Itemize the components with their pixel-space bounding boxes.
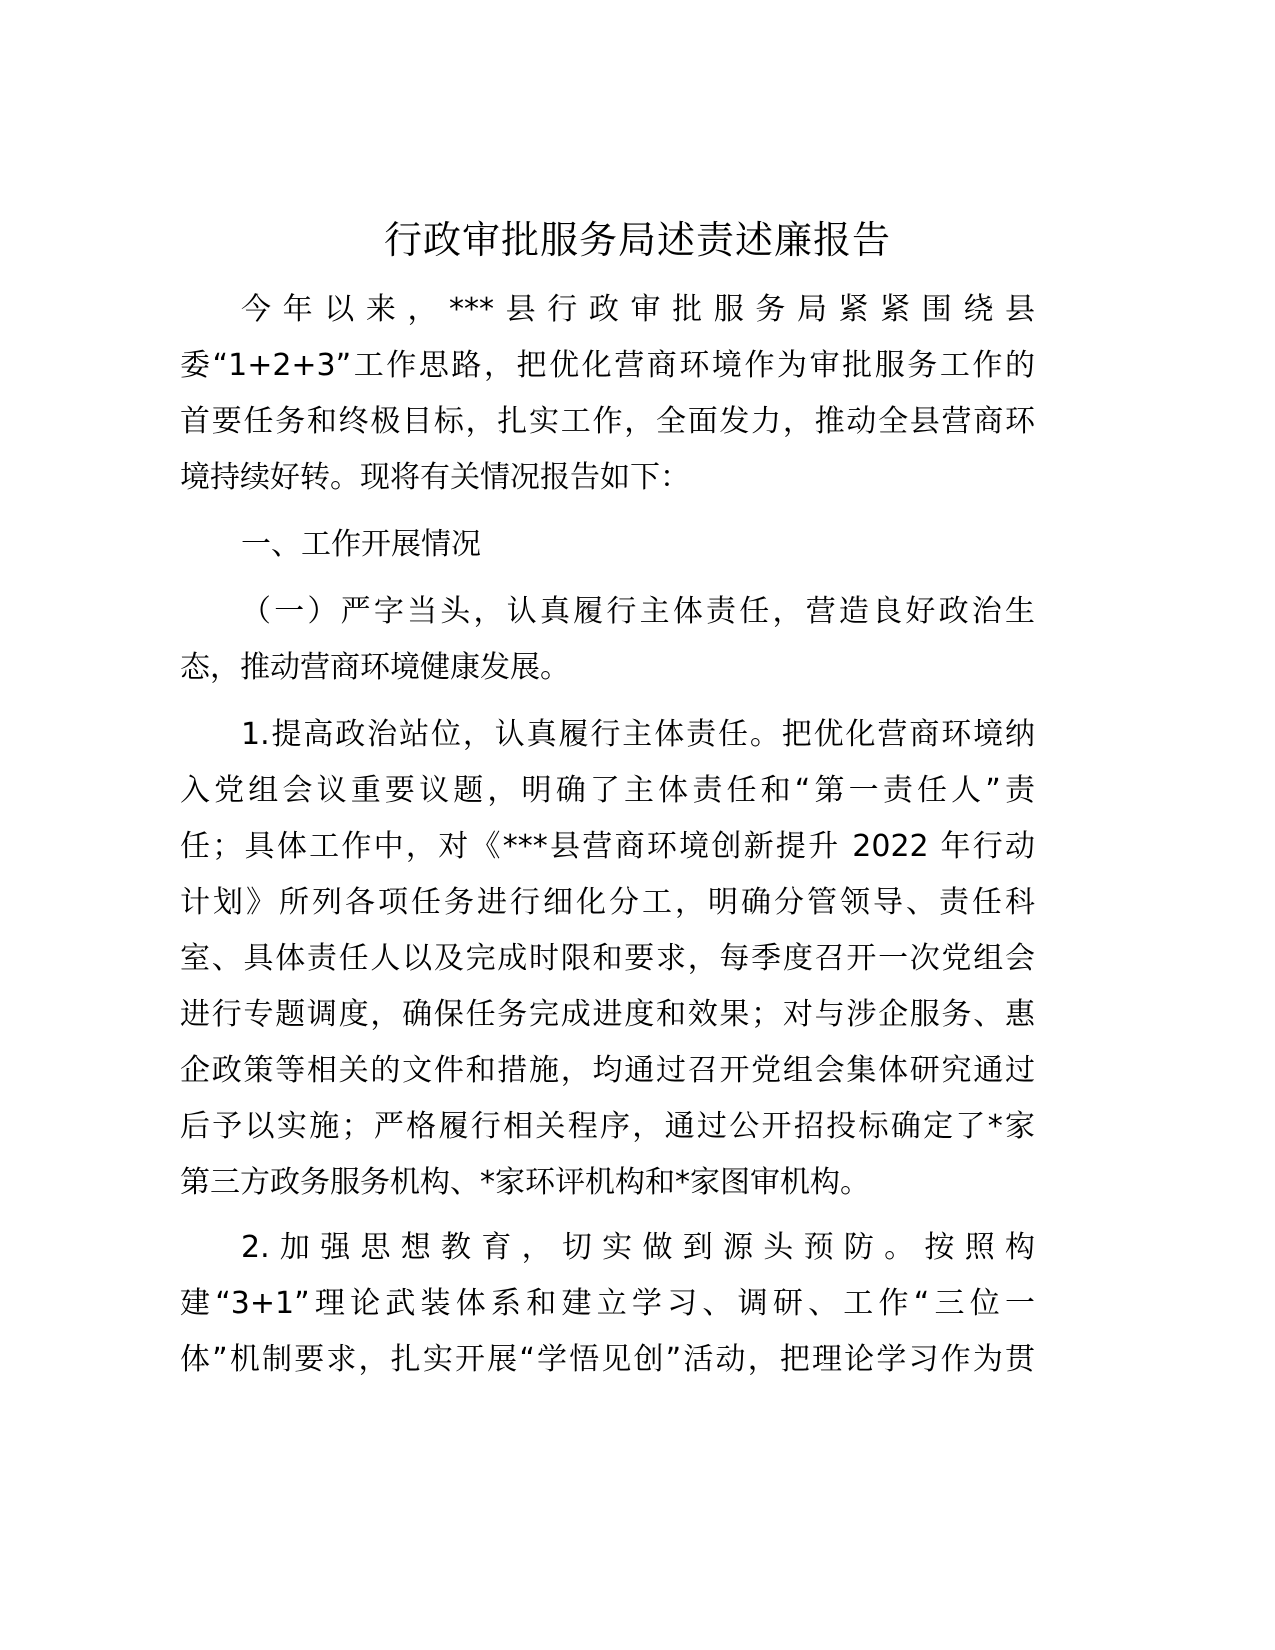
paragraph-2-line: 体”机制要求，扎实开展“学悟见创”活动，把理论学习作为贯	[180, 1342, 1035, 1377]
paragraph-1-line: 室、具体责任人以及完成时限和要求，每季度召开一次党组会	[180, 941, 1035, 976]
document-title: 行政审批服务局述责述廉报告	[383, 218, 891, 262]
paragraph-1-line: 入党组会议重要议题，明确了主体责任和“第一责任人”责	[180, 773, 1035, 808]
paragraph-1-line: 进行专题调度，确保任务完成进度和效果；对与涉企服务、惠	[180, 997, 1035, 1032]
paragraph-intro-line: 今年以来，***县行政审批服务局紧紧围绕县	[241, 292, 1035, 327]
subsection-heading-line: （一）严字当头，认真履行主体责任，营造良好政治生	[241, 594, 1035, 629]
subsection-heading-line: 态，推动营商环境健康发展。	[180, 650, 570, 685]
paragraph-2-line: 2.加强思想教育，切实做到源头预防。按照构	[241, 1230, 1035, 1265]
paragraph-intro-line: 境持续好转。现将有关情况报告如下：	[180, 460, 690, 495]
section-heading: 一、工作开展情况	[241, 527, 481, 562]
paragraph-1-line: 企政策等相关的文件和措施，均通过召开党组会集体研究通过	[180, 1053, 1035, 1088]
paragraph-2-line: 建“3+1”理论武装体系和建立学习、调研、工作“三位一	[180, 1286, 1035, 1321]
paragraph-intro-line: 委“1+2+3”工作思路，把优化营商环境作为审批服务工作的	[180, 348, 1035, 383]
paragraph-1-line: 任；具体工作中，对《***县营商环境创新提升 2022 年行动	[180, 829, 1035, 864]
paragraph-1-line: 第三方政务服务机构、*家环评机构和*家图审机构。	[180, 1165, 870, 1200]
paragraph-1-line: 1.提高政治站位，认真履行主体责任。把优化营商环境纳	[241, 717, 1035, 752]
paragraph-intro-line: 首要任务和终极目标，扎实工作，全面发力，推动全县营商环	[180, 404, 1035, 439]
paragraph-1-line: 计划》所列各项任务进行细化分工，明确分管领导、责任科	[180, 885, 1035, 920]
paragraph-1-line: 后予以实施；严格履行相关程序，通过公开招投标确定了*家	[180, 1109, 1035, 1144]
